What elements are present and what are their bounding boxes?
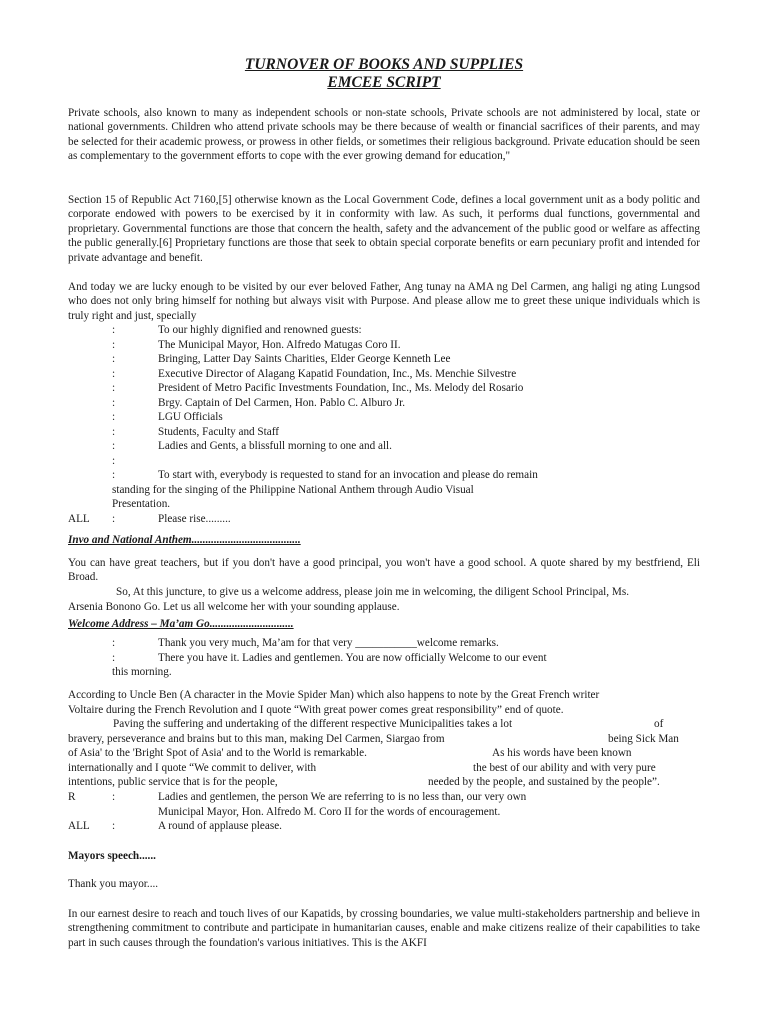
paragraph-akfi: In our earnest desire to reach and touch lives of our Kapatids, by crossing boundaries, we value multi-stakeholders partnership and believe in strengthening commitment to contribute and participate in humanitarian causes, enable and make citizens realize of their capabilities to take part in such causes through the foundation's various initiatives. This is the AKFI <box>68 908 700 949</box>
document-subtitle: EMCEE SCRIPT <box>327 74 441 91</box>
uncle-ben-line: Voltaire during the French Revolution and I quote “With great power comes great responsibility” end of quote. <box>68 704 564 716</box>
uncle-ben-line: needed by the people, and sustained by the people”. <box>428 776 660 788</box>
mayor-speech-heading: Mayors speech...... <box>68 850 156 862</box>
thanks-line: this morning. <box>112 666 172 678</box>
section-heading-welcome: Welcome Address – Ma’am Go.............................. <box>68 618 294 630</box>
uncle-ben-line: As his words have been known <box>492 747 632 759</box>
principal-intro-line: Arsenia Bonono Go. Let us all welcome her with your sounding applause. <box>68 601 400 613</box>
invocation-line: Presentation. <box>112 498 171 510</box>
paragraph-principal-quote: You can have great teachers, but if you don't have a good principal, you won't have a good school. A quote shared by my bestfriend, Eli Broad. <box>68 557 700 584</box>
uncle-ben-line: of Asia' to the 'Bright Spot of Asia' and to the World is remarkable. <box>68 747 367 759</box>
uncle-ben-line: being Sick Man <box>608 733 679 745</box>
uncle-ben-line: the best of our ability and with very pure <box>473 762 656 774</box>
invocation-line: standing for the singing of the Philippine National Anthem through Audio Visual <box>112 484 474 496</box>
section-heading-invo: Invo and National Anthem....................................... <box>68 534 301 546</box>
document-title: TURNOVER OF BOOKS AND SUPPLIES <box>244 56 524 73</box>
principal-intro-line: So, At this juncture, to give us a welcome address, please join me in welcoming, the diligent School Principal, Ms. <box>116 586 629 598</box>
uncle-ben-line: Paving the suffering and undertaking of the different respective Municipalities takes a lot <box>113 718 513 730</box>
uncle-ben-line: According to Uncle Ben (A character in the Movie Spider Man) which also happens to note by the Great French writer <box>68 689 600 701</box>
paragraph-section-15: Section 15 of Republic Act 7160,[5] otherwise known as the Local Government Code, defines a local government unit as a body politic and corporate endowed with powers to be exercised by it in conformity with law. As such, it performs dual functions, governmental and proprietary. Governmental functions are those that concern the health, safety and the advancement of the public good or welfare as affecting the public generally.[6] Proprietary functions are those that seek to obtain special corporate benefits or earn pecuniary profit and intended for private advantage and benefit. <box>68 194 700 264</box>
uncle-ben-line: of <box>654 718 664 730</box>
thank-mayor-line: Thank you mayor.... <box>68 878 159 890</box>
uncle-ben-line: internationally and I quote “We commit to deliver, with <box>68 762 317 774</box>
paragraph-private-schools: Private schools, also known to many as independent schools or non-state schools, Private schools are not administered by local, state or national governments. Children who attend private schools may be there because of wealth or financial sacrifices of their parents, and may be selected for their academic prowess, or prowess in other fields, or sometimes their religious background. Private education should be seen as complementary to the government efforts to cope with the ever growing demand for education," <box>68 107 700 163</box>
uncle-ben-line: bravery, perseverance and brains but to this man, making Del Carmen, Siargao from <box>68 733 445 745</box>
uncle-ben-line: intentions, public service that is for the people, <box>68 776 278 788</box>
paragraph-today: And today we are lucky enough to be visited by our ever beloved Father, Ang tunay na AMA ng Del Carmen, ang haligi ng ating Lungsod who does not only bring himself for nothing but always visit with Purpose. And please allow me to greet these unique individuals which is truly right and just, specially <box>68 281 700 322</box>
